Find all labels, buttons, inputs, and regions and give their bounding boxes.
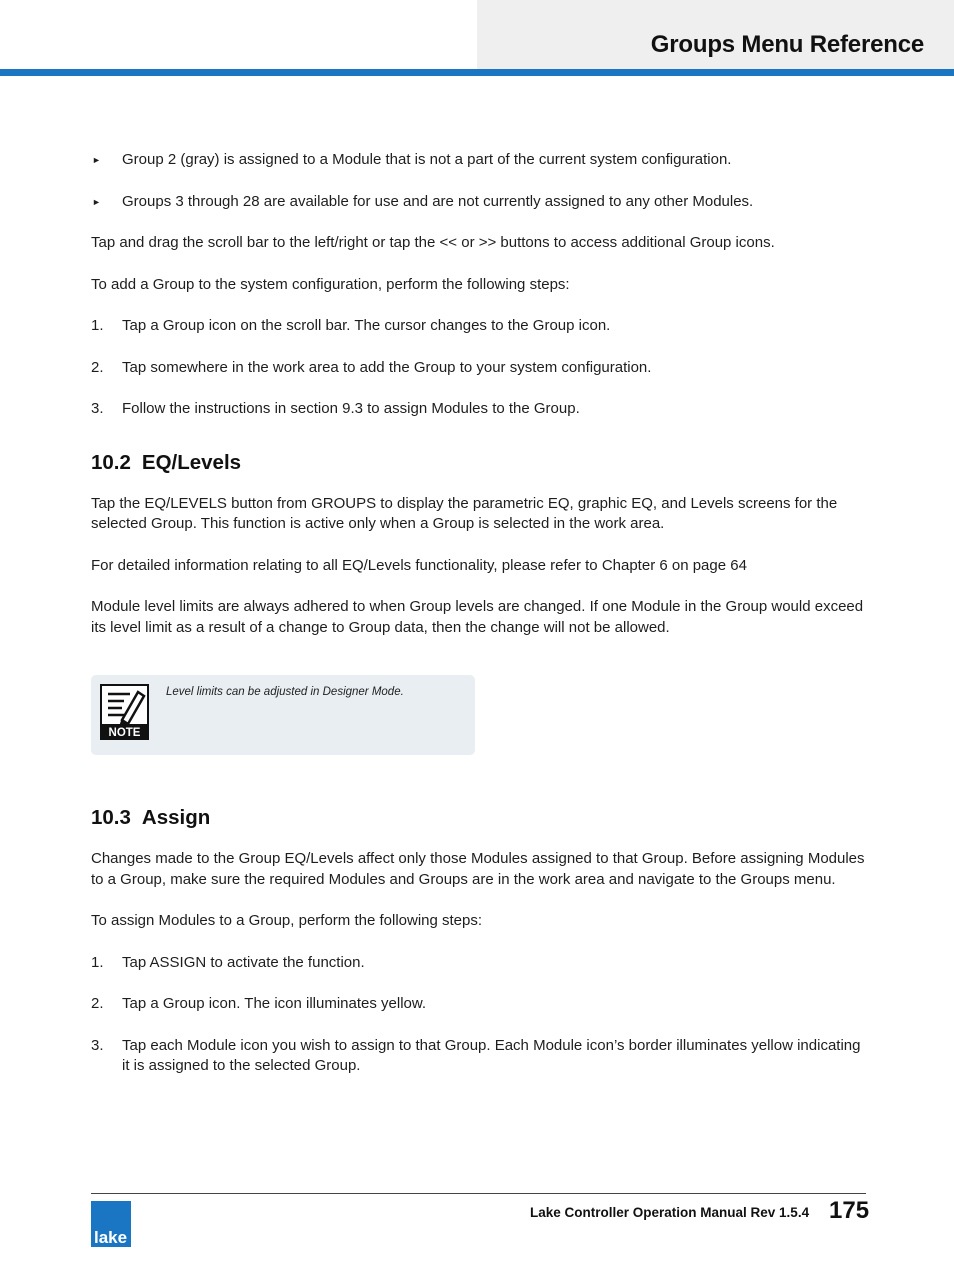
paragraph: To add a Group to the system configuration, perform the following steps: [91, 275, 570, 293]
step-number: 3. [91, 1036, 104, 1054]
section-heading-eq-levels [91, 450, 866, 476]
page-content [91, 150, 866, 1098]
step-text: Follow the instructions in section 9.3 to assign Modules to the Group. [122, 400, 580, 417]
step-item [91, 399, 866, 420]
bullet-arrow-icon: ► [92, 155, 101, 165]
paragraph: Tap the EQ/LEVELS button from GROUPS to display the parametric EQ, graphic EQ, and Levels screens for the selected Group. This function is active only when a Group is selected in the work area. [91, 494, 838, 532]
logo-text: lake [94, 1228, 128, 1247]
step-number: 1. [91, 953, 104, 971]
page-number: 175 [829, 1197, 870, 1224]
step-number: 3. [91, 400, 104, 417]
step-item [91, 994, 866, 1015]
note-callout [91, 675, 475, 755]
step-number: 2. [91, 358, 104, 376]
step-text: Tap each Module icon you wish to assign to that Group. Each Module icon’s border illuminates yellow indicating it is assigned to the selected Group. [122, 1036, 861, 1074]
note-text: Level limits can be adjusted in Designer Mode. [166, 686, 404, 698]
page-header-title: Groups Menu Reference [650, 31, 924, 58]
lake-logo [91, 1201, 131, 1247]
paragraph: Changes made to the Group EQ/Levels affect only those Modules assigned to that Group. Before assigning Modules to a Group, make sure the required Modules and Groups are in the work area and navigate to the Groups menu. [91, 850, 865, 888]
step-text: Tap a Group icon. The icon illuminates yellow. [122, 995, 427, 1012]
section-title: Assign [141, 806, 211, 829]
step-text: Tap somewhere in the work area to add the Group to your system configuration. [122, 358, 652, 376]
step-number: 2. [91, 995, 104, 1012]
section-title: EQ/Levels [141, 450, 242, 474]
step-text: Tap a Group icon on the scroll bar. The cursor changes to the Group icon. [122, 317, 611, 334]
section-number: 10.2 [91, 450, 131, 474]
step-item [91, 1036, 866, 1077]
footer-manual-title: Lake Controller Operation Manual Rev 1.5.4 [530, 1205, 810, 1220]
step-number: 1. [91, 317, 104, 334]
paragraph: To assign Modules to a Group, perform the following steps: [91, 912, 483, 929]
bullet-arrow-icon: ► [92, 196, 101, 207]
paragraph: For detailed information relating to all EQ/Levels functionality, please refer to Chapter 6 on page 64 [91, 556, 747, 574]
paragraph: Module level limits are always adhered to when Group levels are changed. If one Module in the Group would exceed its level limit as a result of a change to Group data, then the change will not be allowed. [91, 598, 864, 636]
bullet-item [91, 150, 866, 171]
step-item [91, 358, 866, 379]
note-pencil-icon [100, 684, 149, 740]
note-label: NOTE [108, 727, 141, 739]
step-item [91, 953, 866, 974]
step-text: Tap ASSIGN to activate the function. [122, 953, 365, 971]
bullet-text: Groups 3 through 28 are available for use and are not currently assigned to any other Modules. [122, 192, 754, 210]
section-number: 10.3 [91, 806, 131, 829]
bullet-text: Group 2 (gray) is assigned to a Module that is not a part of the current system configuration. [122, 151, 732, 168]
header-rule [0, 69, 954, 76]
bullet-item [91, 192, 866, 213]
footer-rule [91, 1193, 866, 1194]
section-heading-assign [91, 805, 866, 831]
step-item [91, 316, 866, 337]
paragraph: Tap and drag the scroll bar to the left/right or tap the << or >> buttons to access additional Group icons. [91, 234, 775, 251]
